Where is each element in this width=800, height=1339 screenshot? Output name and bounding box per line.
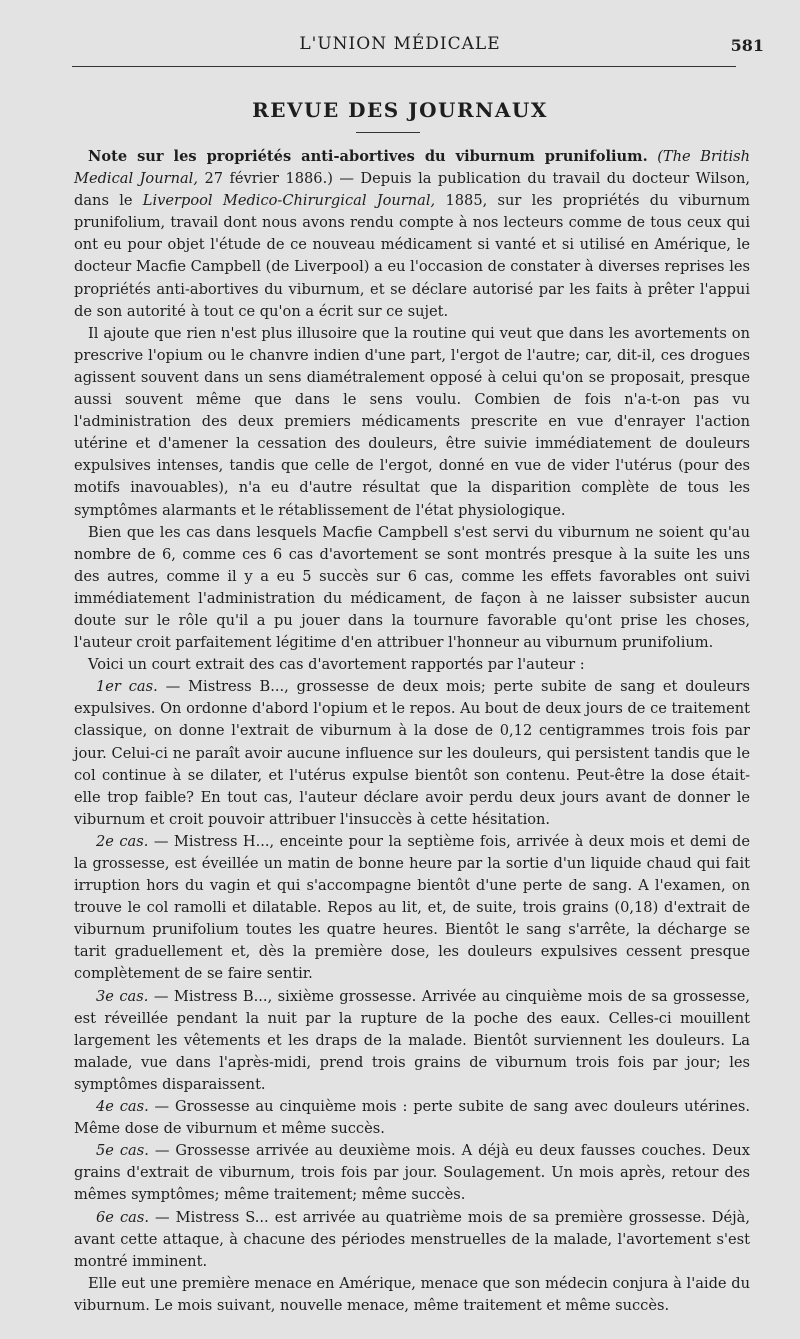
case-text: — Mistress B..., grossesse de deux mois; perte subite de sang et douleurs expulsives. On ordonne d'abord l'opium et le repos. Au bout de deux jours de ce traitement classique, on donne l'extrait de viburnum à la dose de 0,12 centigrammes trois fois par jour. Celui-ci ne paraît avoir aucune influence sur les douleurs, qui persistent tandis que le col continue à se dilater, et l'utérus expulse bientôt son contenu. Peut-être la dose était-elle trop faible? En tout cas, l'auteur déclare avoir perdu deux jours avant de donner le viburnum et croit pouvoir attribuer l'insuccès à cette hésitation. (74, 678, 750, 828)
case-3 (74, 986, 750, 1096)
case-5 (74, 1140, 750, 1206)
title-rule (356, 132, 420, 133)
case-text: — Mistress H..., enceinte pour la septième fois, arrivée à deux mois et demi de la grossesse, est éveillée un matin de bonne heure par la sortie d'un liquide chaud qui fait irruption hors du vagin et qui s'accompagne bientôt d'une perte de sang. A l'examen, on trouve le col ramolli et dilatable. Repos au lit, et, de suite, trois grains (0,18) d'extrait de viburnum prunifolium toutes les quatre heures. Bientôt le sang s'arrête, la décharge se tarit graduellement et, dès la première dose, les douleurs expulsives cessent presque complètement de se faire sentir. (74, 832, 750, 983)
case-6 (74, 1207, 750, 1273)
article-title: Note sur les propriétés anti-abortives du viburnum prunifolium. (88, 148, 648, 165)
article-body (74, 146, 750, 1317)
case-text: — Mistress B..., sixième grossesse. Arrivée au cinquième mois de sa grossesse, est réveillée pendant la nuit par la rupture de la poche des eaux. Celles-ci mouillent largement les vêtements et les draps de la malade. Bientôt surviennent les douleurs. La malade, vue dans l'après-midi, prend trois grains de viburnum trois fois par jour; les symptômes disparaissent. (74, 987, 750, 1093)
case-label: 1er cas. (96, 678, 158, 696)
paragraph-4: Voici un court extrait des cas d'avortement rapportés par l'auteur : (88, 656, 585, 674)
page-number: 581 (730, 36, 764, 55)
article-source-detail: 27 février 1886.) — Depuis la publication du travail du docteur Wilson, dans le (74, 170, 751, 210)
case-label: 4e cas. (96, 1098, 149, 1116)
article-source: (The British Medical Journal, (74, 148, 751, 188)
section-title: REVUE DES JOURNAUX (252, 98, 548, 122)
case-1 (74, 676, 750, 831)
case-text: — Grossesse au cinquième mois : perte subite de sang avec douleurs utérines. Même dose de viburnum et même succès. (74, 1098, 750, 1138)
case-label: 5e cas. (96, 1142, 149, 1160)
paragraph-3: Bien que les cas dans lesquels Macfie Campbell s'est servi du viburnum ne soient qu'au nombre de 6, comme ces 6 cas d'avortement se sont montrés presque à la suite les uns des autres, comme il y a eu 5 succès sur 6 cas, comme les effets favorables ont suivi immédiatement l'administration du médicament, de façon à ne laisser subsister aucun doute sur le rôle qu'il a pu jouer dans la tournure favorable qu'ont prise les choses, l'auteur croit parfaitement légitime d'en attribuer l'honneur au viburnum prunifolium. (74, 523, 750, 652)
running-head (0, 34, 800, 64)
cited-journal: Liverpool Medico-Chirurgical Journal, (142, 192, 436, 210)
case-label: 3e cas. (96, 987, 149, 1005)
intro-text: 1885, sur les propriétés du viburnum prunifolium, travail dont nous avons rendu compte à nos lecteurs comme de tous ceux qui ont eu pour objet l'étude de ce nouveau médicament si vanté et si utilisé en Amérique, le docteur Macfie Campbell (de Liverpool) a eu l'occasion de constater à diverses reprises les propriétés anti-abortives du viburnum, et se déclare autorisé par les faits à prêter l'appui de son autorité à tout ce qu'on a écrit sur ce sujet. (74, 192, 751, 320)
paragraph-2: Il ajoute que rien n'est plus illusoire que la routine qui veut que dans les avortements on prescrive l'opium ou le chanvre indien d'une part, l'ergot de l'autre; car, dit-il, ces drogues agissent souvent dans un sens diamétralement opposé à celui qu'on se proposait, presque aussi souvent même que dans le sens voulu. Combien de fois n'a-t-on pas vu l'administration des deux premiers médicaments prescrite en vue d'enrayer l'action utérine et d'amener la cessation des douleurs, être suivie immédiatement de douleurs expulsives intenses, tandis que celle de l'ergot, donné en vue de vider l'utérus (pour des motifs inavouables), n'a eu d'autre résultat que la disparition complète de tous les symptômes alarmants et le rétablissement de l'état physiologique. (74, 324, 750, 519)
header-rule (72, 66, 736, 67)
journal-name: L'UNION MÉDICALE (299, 34, 501, 54)
case-2 (74, 831, 750, 986)
case-label: 6e cas. (96, 1208, 149, 1226)
case-text: — Mistress S... est arrivée au quatrième mois de sa première grossesse. Déjà, avant cette attaque, à chacune des périodes menstruelles de la malade, l'avortement s'est montré imminent. (74, 1208, 750, 1270)
case-4 (74, 1096, 750, 1140)
case-label: 2e cas. (96, 832, 149, 850)
intro-paragraph (74, 146, 750, 323)
final-paragraph: Elle eut une première menace en Amérique, menace que son médecin conjura à l'aide du viburnum. Le mois suivant, nouvelle menace, même traitement et même succès. (74, 1274, 750, 1314)
case-text: — Grossesse arrivée au deuxième mois. A déjà eu deux fausses couches. Deux grains d'extrait de viburnum, trois fois par jour. Soulagement. Un mois après, retour des mêmes symptômes; même traitement; même succès. (74, 1142, 750, 1204)
